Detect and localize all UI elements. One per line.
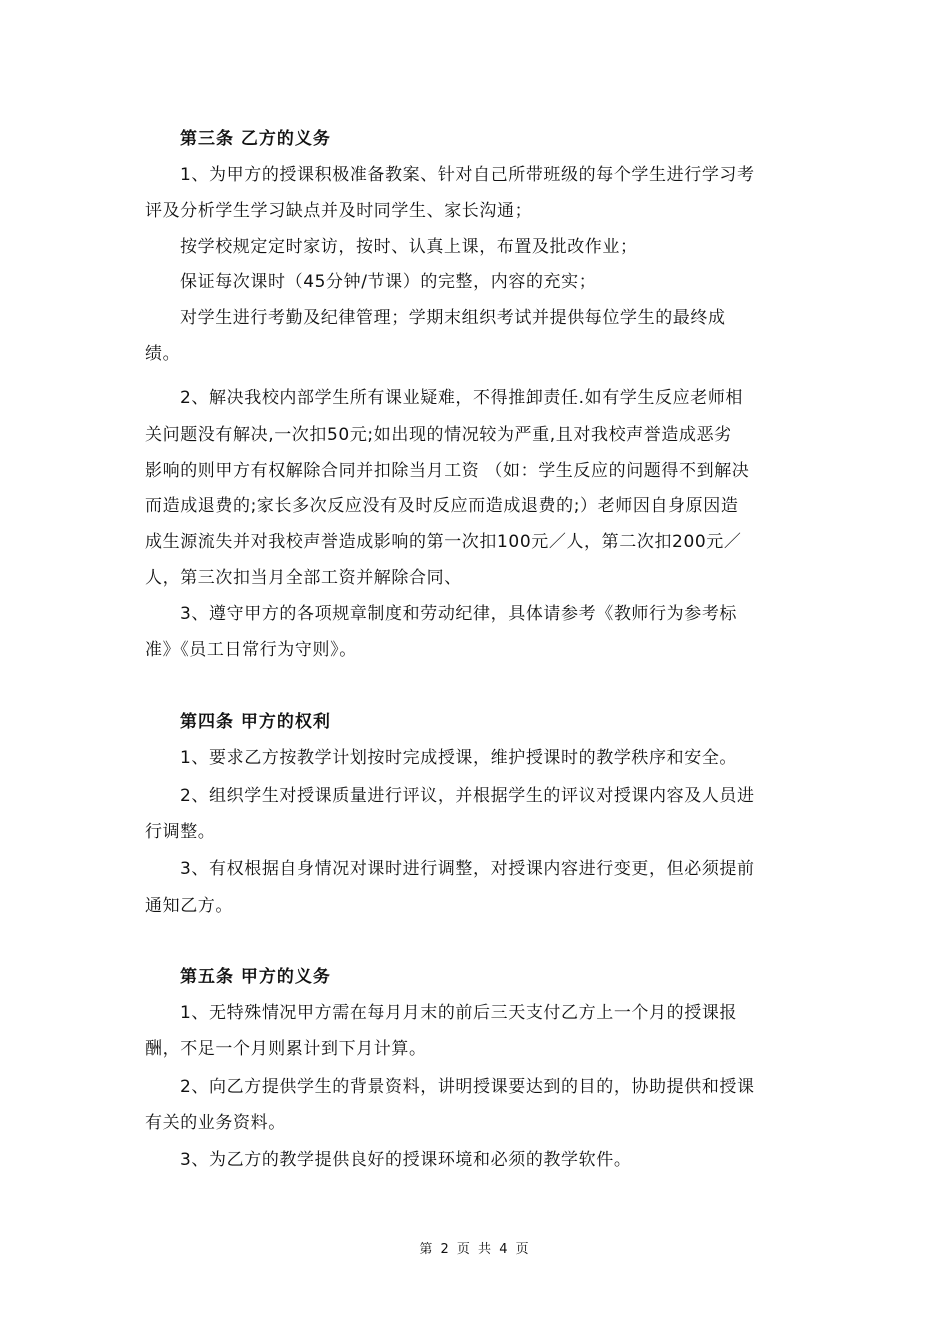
- paragraph-line: 3、为乙方的教学提供良好的授课环境和必须的教学软件。: [180, 1150, 632, 1170]
- paragraph-line: 评及分析学生学习缺点并及时同学生、家长沟通；: [145, 201, 533, 221]
- paragraph-line: 通知乙方。: [145, 896, 233, 916]
- paragraph-line: 影响的则甲方有权解除合同并扣除当月工资 （如：学生反应的问题得不到解决: [145, 461, 750, 481]
- paragraph-line: 绩。: [145, 344, 181, 364]
- paragraph-line: 3、有权根据自身情况对课时进行调整，对授课内容进行变更，但必须提前: [180, 859, 755, 879]
- paragraph-line: 2、组织学生对授课质量进行评议，并根据学生的评议对授课内容及人员进: [180, 786, 755, 806]
- paragraph-line: 行调整。: [145, 822, 216, 842]
- paragraph-line: 关问题没有解决,一次扣50元;如出现的情况较为严重,且对我校声誉造成恶劣: [145, 425, 732, 445]
- paragraph-line: 人，第三次扣当月全部工资并解除合同、: [145, 568, 462, 588]
- paragraph-line: 成生源流失并对我校声誉造成影响的第一次扣100元／人，第二次扣200元／: [145, 532, 742, 552]
- section-3-title: 第三条 乙方的义务: [180, 129, 331, 149]
- section-5-title: 第五条 甲方的义务: [180, 967, 331, 987]
- paragraph-line: 酬，不足一个月则累计到下月计算。: [145, 1039, 427, 1059]
- paragraph-line: 2、解决我校内部学生所有课业疑难，不得推卸责任.如有学生反应老师相: [180, 388, 744, 408]
- paragraph-line: 有关的业务资料。: [145, 1113, 286, 1133]
- paragraph-line: 准》《员工日常行为守则》。: [145, 640, 357, 660]
- page-number-footer: 第 2 页 共 4 页: [419, 1242, 531, 1257]
- paragraph-line: 而造成退费的;家长多次反应没有及时反应而造成退费的;）老师因自身原因造: [145, 496, 739, 516]
- paragraph-line: 按学校规定定时家访，按时、认真上课，布置及批改作业；: [180, 237, 638, 257]
- section-4-title: 第四条 甲方的权利: [180, 712, 331, 732]
- paragraph-line: 1、为甲方的授课积极准备教案、针对自己所带班级的每个学生进行学习考: [180, 165, 755, 185]
- paragraph-line: 1、无特殊情况甲方需在每月月末的前后三天支付乙方上一个月的授课报: [180, 1003, 738, 1023]
- paragraph-line: 3、遵守甲方的各项规章制度和劳动纪律，具体请参考《教师行为参考标: [180, 604, 738, 624]
- paragraph-line: 保证每次课时（45分钟/节课）的完整，内容的充实；: [180, 272, 597, 292]
- paragraph-line: 对学生进行考勤及纪律管理；学期末组织考试并提供每位学生的最终成: [180, 308, 726, 328]
- paragraph-line: 2、向乙方提供学生的背景资料，讲明授课要达到的目的，协助提供和授课: [180, 1077, 755, 1097]
- paragraph-line: 1、要求乙方按教学计划按时完成授课，维护授课时的教学秩序和安全。: [180, 748, 738, 768]
